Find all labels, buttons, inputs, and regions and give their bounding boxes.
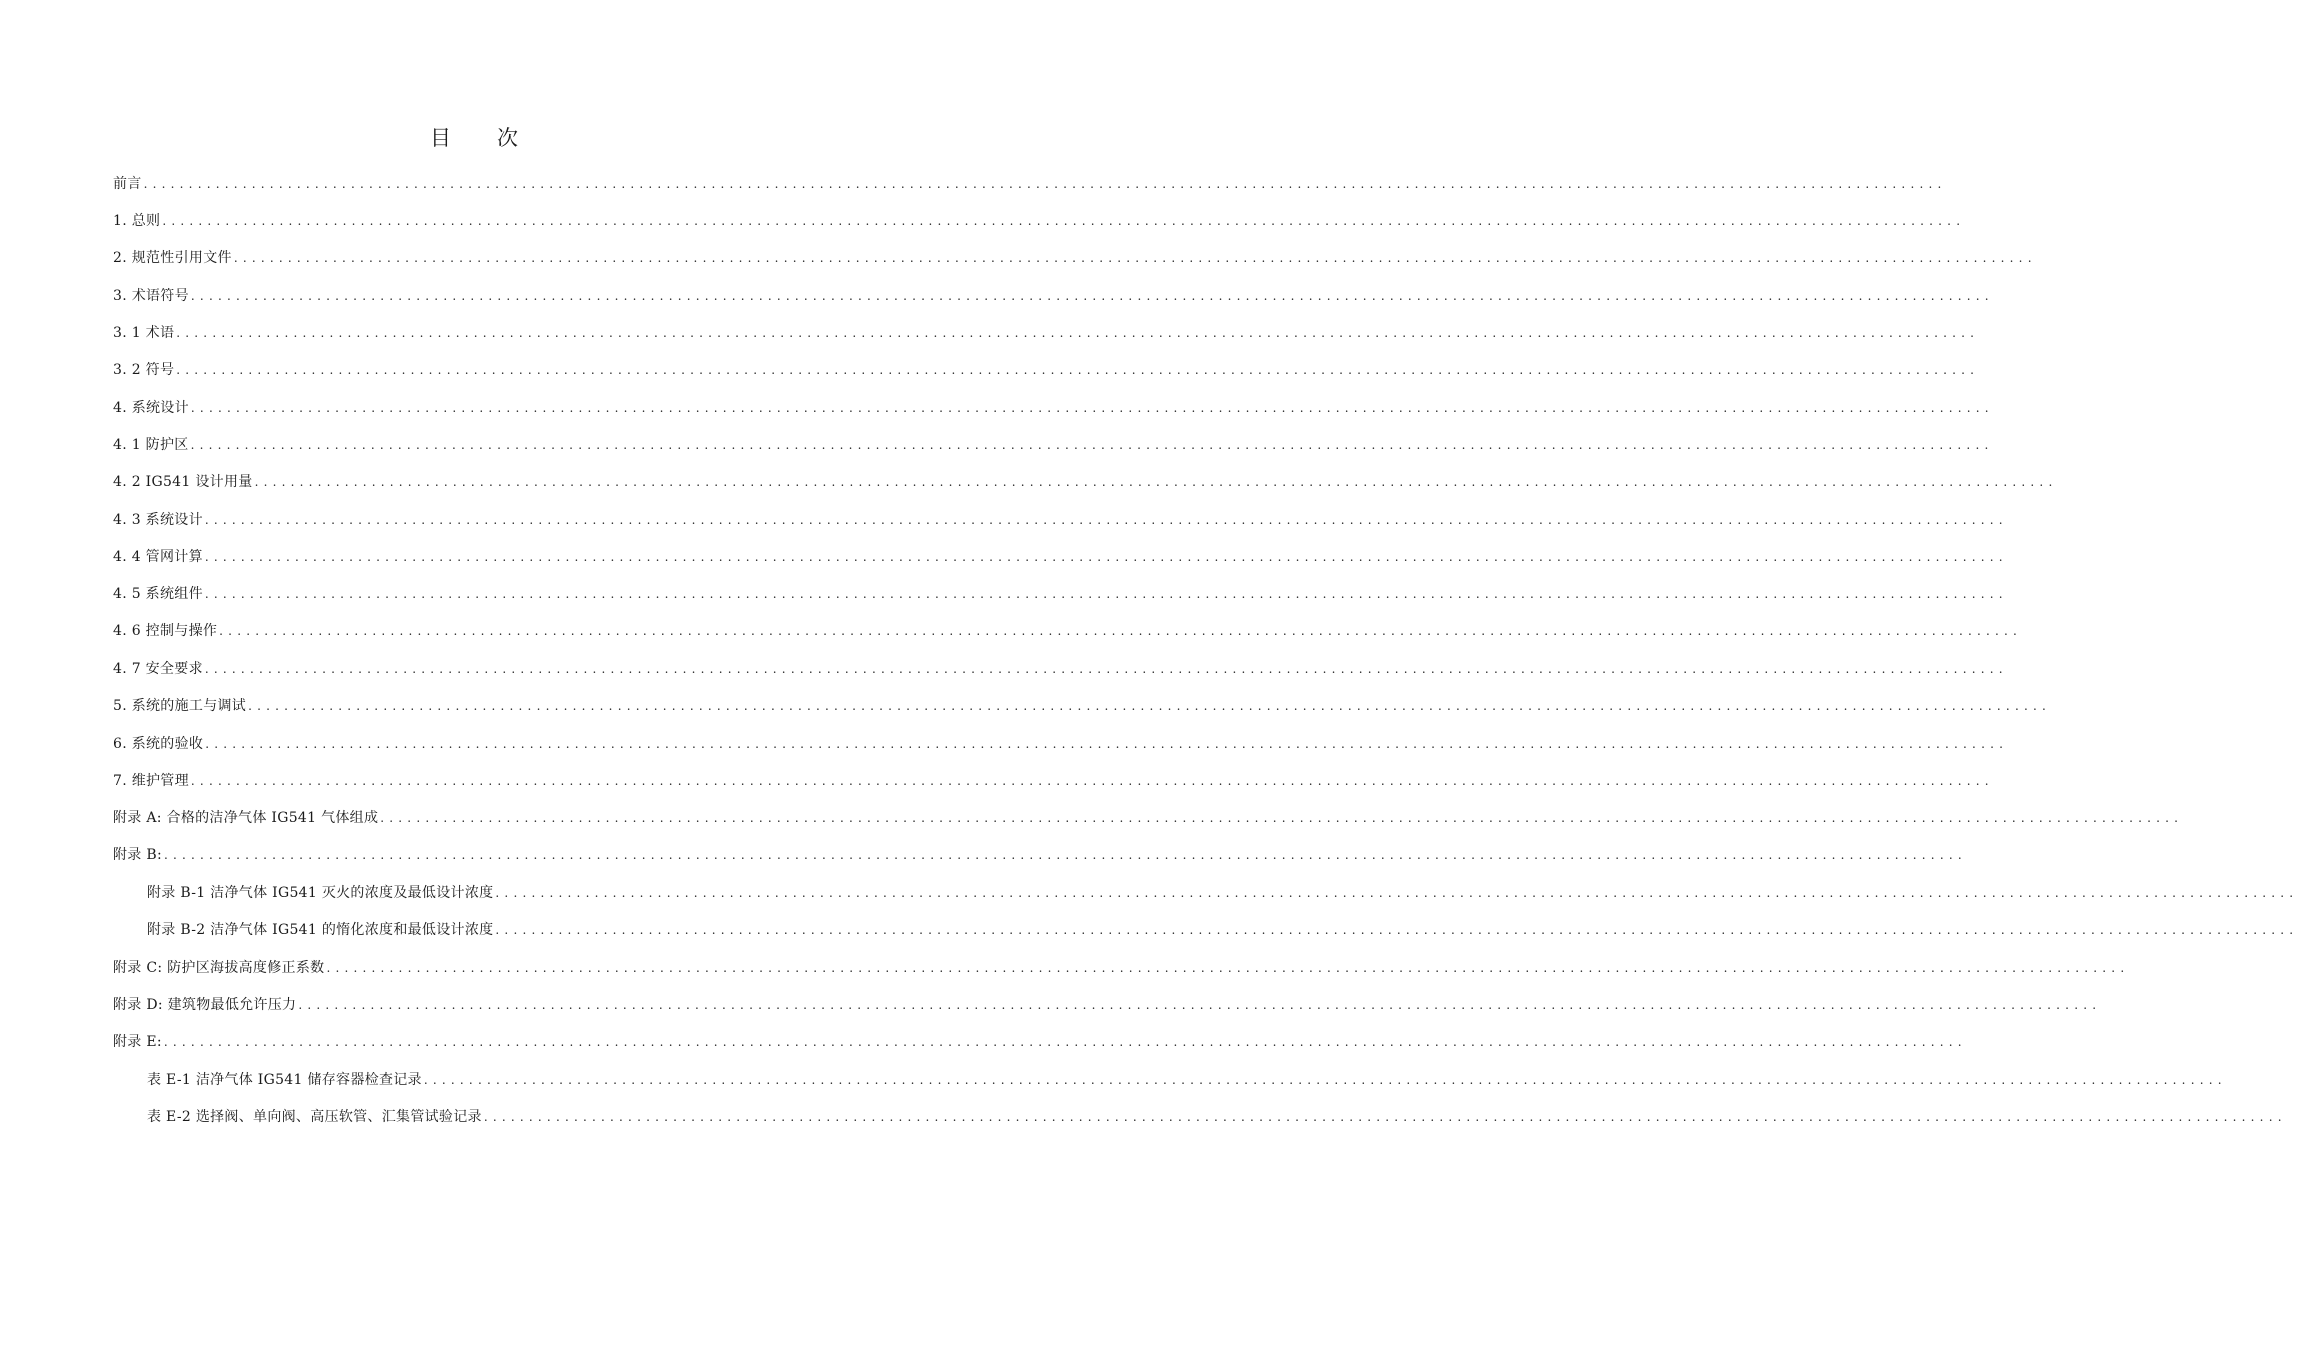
toc-entry-table-e-1[interactable] [147,1068,2227,1092]
leader-dots: ........................................................................................................................................................................................................ [190,289,1994,303]
entry-label: 6. 系统的验收 [113,736,204,752]
leader-dots: ........................................................................................................................................................................................................ [163,848,1967,862]
toc-title-char-2: 次 [497,126,520,150]
entry-label: 1. 总则 [113,213,161,229]
leader-dots: ........................................................................................................................................................................................................ [176,363,1980,377]
toc-entry-appendix-d[interactable] [113,993,2102,1017]
leader-dots: ........................................................................................................................................................................................................ [204,662,2008,676]
leader-dots: ........................................................................................................................................................................................................ [204,550,2008,564]
toc-entry-4-7[interactable] [113,657,2008,681]
toc-entry-4-5[interactable] [113,582,2008,606]
entry-label: 附录 B-2 洁净气体 IG541 的惰化浓度和最低设计浓度 [147,922,494,938]
entry-label: 4. 系统设计 [113,400,189,416]
toc-entry-appendix-b-2[interactable] [147,918,2298,942]
entry-label: 3. 术语符号 [113,288,189,304]
leader-dots: ........................................................................................................................................................................................................ [248,699,2051,713]
toc-entry-4-2[interactable] [113,470,2058,494]
entry-label: 附录 E: [113,1034,162,1050]
entry-label: 附录 A: 合格的洁净气体 IG541 气体组成 [113,810,379,826]
toc-entry-preface[interactable] [113,172,1947,196]
toc-entry-appendix-b[interactable] [113,843,1967,867]
entry-label: 前言 [113,176,142,192]
leader-dots: ........................................................................................................................................................................................................ [205,737,2009,751]
entry-label: 附录 D: 建筑物最低允许压力 [113,997,297,1013]
toc-entry-4-4[interactable] [113,545,2008,569]
entry-label: 3. 2 符号 [113,362,175,378]
entry-label: 附录 B-1 洁净气体 IG541 灭火的浓度及最低设计浓度 [147,885,494,901]
entry-label: 4. 1 防护区 [113,437,189,453]
leader-dots: ........................................................................................................................................................................................................ [254,475,2058,489]
toc-entry-5[interactable] [113,694,2051,718]
entry-label: 4. 4 管网计算 [113,549,203,565]
leader-dots: ........................................................................................................................................................................................................ [190,401,1994,415]
toc-entry-6[interactable] [113,732,2009,756]
leader-dots: ........................................................................................................................................................................................................ [190,774,1994,788]
entry-label: 4. 6 控制与操作 [113,623,218,639]
leader-dots: ........................................................................................................................................................................................................ [143,177,1947,191]
leader-dots: ........................................................................................................................................................................................................ [162,214,1966,228]
leader-dots: ........................................................................................................................................................................................................ [495,923,2298,937]
entry-label: 2. 规范性引用文件 [113,250,232,266]
toc-entry-appendix-c[interactable] [113,956,2130,980]
toc-entry-appendix-a[interactable] [113,806,2184,830]
leader-dots: ........................................................................................................................................................................................................ [219,624,2023,638]
leader-dots: ........................................................................................................................................................................................................ [423,1073,2227,1087]
toc-entry-3[interactable] [113,284,1994,308]
entry-label: 4. 7 安全要求 [113,661,203,677]
entry-label: 表 E-1 洁净气体 IG541 储存容器检查记录 [147,1072,422,1088]
toc-entry-7[interactable] [113,769,1994,793]
toc-entry-1[interactable] [113,209,1966,233]
toc-entry-appendix-e[interactable] [113,1030,1967,1054]
leader-dots: ........................................................................................................................................................................................................ [326,961,2130,975]
entry-label: 5. 系统的施工与调试 [113,698,247,714]
toc-entry-2[interactable] [113,246,2037,270]
leader-dots: ........................................................................................................................................................................................................ [176,326,1980,340]
toc-entry-3-2[interactable] [113,358,1980,382]
leader-dots: ........................................................................................................................................................................................................ [233,251,2037,265]
entry-label: 4. 2 IG541 设计用量 [113,474,253,490]
leader-dots: ........................................................................................................................................................................................................ [204,513,2008,527]
entry-label: 4. 3 系统设计 [113,512,203,528]
entry-label: 表 E-2 选择阀、单向阀、高压软管、汇集管试验记录 [147,1109,482,1125]
entry-label: 4. 5 系统组件 [113,586,203,602]
toc-entry-3-1[interactable] [113,321,1980,345]
entry-label: 附录 C: 防护区海拔高度修正系数 [113,960,325,976]
toc-entry-appendix-b-1[interactable] [147,881,2298,905]
leader-dots: ........................................................................................................................................................................................................ [163,1035,1967,1049]
leader-dots: ........................................................................................................................................................................................................ [380,811,2184,825]
leader-dots: ........................................................................................................................................................................................................ [495,886,2298,900]
toc-entry-table-e-2[interactable] [147,1105,2287,1129]
toc-entry-4-6[interactable] [113,619,2023,643]
entry-label: 7. 维护管理 [113,773,189,789]
toc-entry-4-3[interactable] [113,508,2008,532]
entry-label: 附录 B: [113,847,162,863]
leader-dots: ........................................................................................................................................................................................................ [483,1110,2287,1124]
leader-dots: ........................................................................................................................................................................................................ [204,587,2008,601]
toc-entry-4[interactable] [113,396,1994,420]
leader-dots: ........................................................................................................................................................................................................ [298,998,2102,1012]
toc-title-char-1: 目 [430,126,453,150]
leader-dots: ........................................................................................................................................................................................................ [190,438,1994,452]
toc-entry-4-1[interactable] [113,433,1994,457]
entry-label: 3. 1 术语 [113,325,175,341]
